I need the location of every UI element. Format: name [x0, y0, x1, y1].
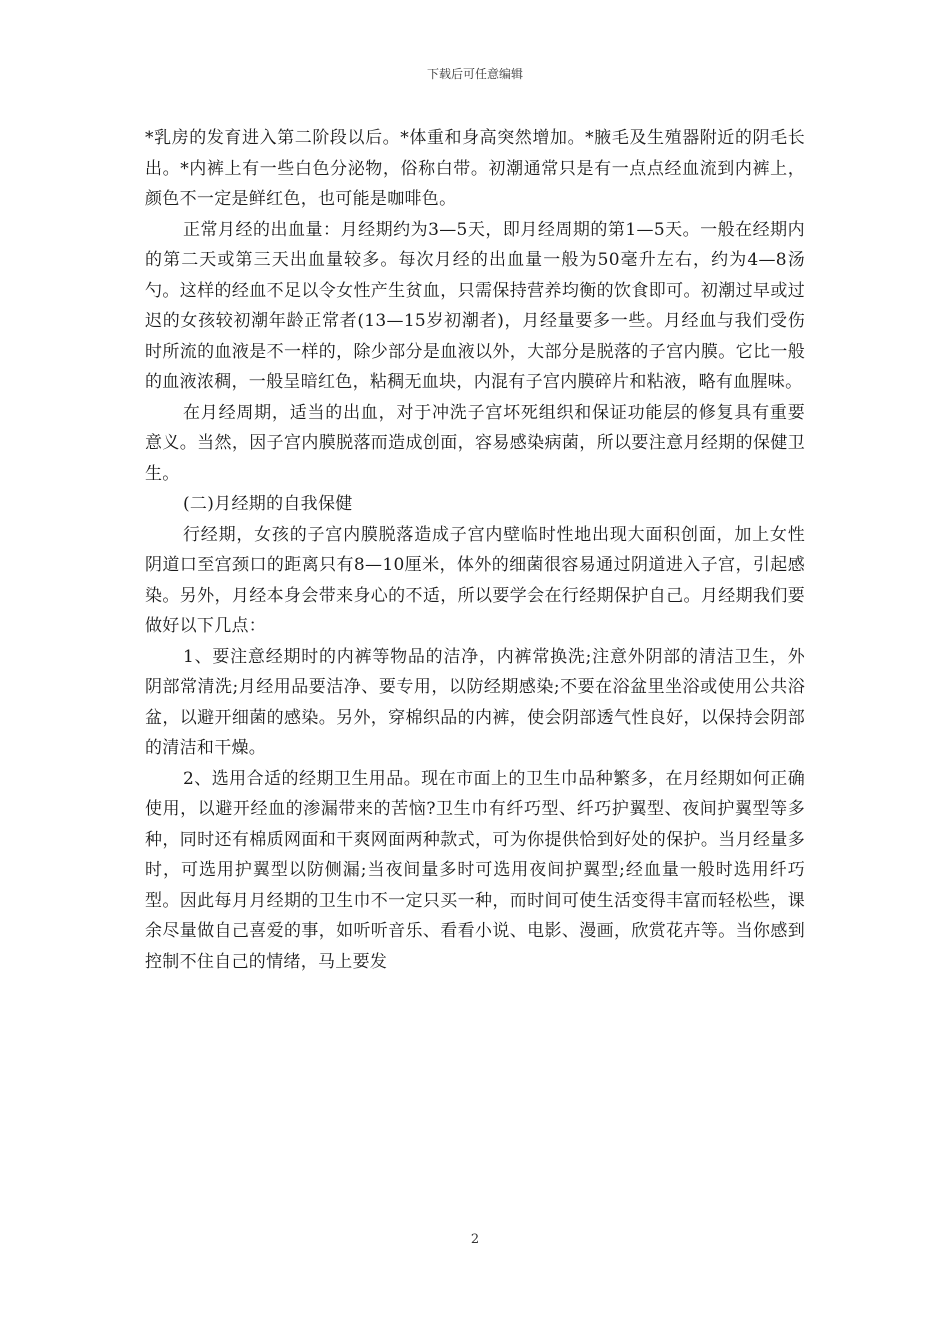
page-header: 下载后可任意编辑: [426, 67, 523, 81]
page-number: 2: [470, 1232, 480, 1247]
paragraph-2: 正常月经的出血量：月经期约为3—5天，即月经周期的第1—5天。一般在经期内的第二天或第三天出血量较多。每次月经的出血量一般为50毫升左右，约为4—8汤勺。这样的经血不足以令女性产生贫血，只需保持营养均衡的饮食即可。初潮过早或过迟的女孩较初潮年龄正常者(13—15岁初潮者)，月经量要多一些。月经血与我们受伤时所流的血液是不一样的，除少部分是血液以外，大部分是脱落的子宫内膜。它比一般的血液浓稠，一般呈暗红色，粘稠无血块，内混有子宫内膜碎片和粘液，略有血腥味。: [145, 219, 805, 392]
document-body: [145, 123, 805, 977]
paragraph-3: 在月经周期，适当的出血，对于冲洗子宫坏死组织和保证功能层的修复具有重要意义。当然，因子宫内膜脱落而造成创面，容易感染病菌，所以要注意月经期的保健卫生。: [145, 402, 805, 484]
paragraph-1: *乳房的发育进入第二阶段以后。*体重和身高突然增加。*腋毛及生殖器附近的阴毛长出。*内裤上有一些白色分泌物，俗称白带。初潮通常只是有一点点经血流到内裤上，颜色不一定是鲜红色，也可能是咖啡色。: [145, 128, 805, 209]
list-item-1: 1、要注意经期时的内裤等物品的洁净，内裤常换洗;注意外阴部的清洁卫生，外阴部常清洗;月经用品要洁净、要专用，以防经期感染;不要在浴盆里坐浴或使用公共浴盆，以避开细菌的感染。另外，穿棉织品的内裤，使会阴部透气性良好，以保持会阴部的清洁和干燥。: [145, 646, 805, 758]
paragraph-4: 行经期，女孩的子宫内膜脱落造成子宫内壁临时性地出现大面积创面，加上女性阴道口至宫颈口的距离只有8—10厘米，体外的细菌很容易通过阴道进入子宫，引起感染。另外，月经本身会带来身心的不适，所以要学会在行经期保护自己。月经期我们要做好以下几点：: [145, 524, 805, 636]
list-item-2: 2、选用合适的经期卫生用品。现在市面上的卫生巾品种繁多，在月经期如何正确使用，以避开经血的渗漏带来的苦恼?卫生巾有纤巧型、纤巧护翼型、夜间护翼型等多种，同时还有棉质网面和干爽网面两种款式，可为你提供恰到好处的保护。当月经量多时，可选用护翼型以防侧漏;当夜间量多时可选用夜间护翼型;经血量一般时选用纤巧型。因此每月月经期的卫生巾不一定只买一种，而时间可使生活变得丰富而轻松些，课余尽量做自己喜爱的事，如听听音乐、看看小说、电影、漫画，欣赏花卉等。当你感到控制不住自己的情绪，马上要发: [145, 768, 805, 972]
section-heading: (二)月经期的自我保健: [183, 494, 353, 514]
